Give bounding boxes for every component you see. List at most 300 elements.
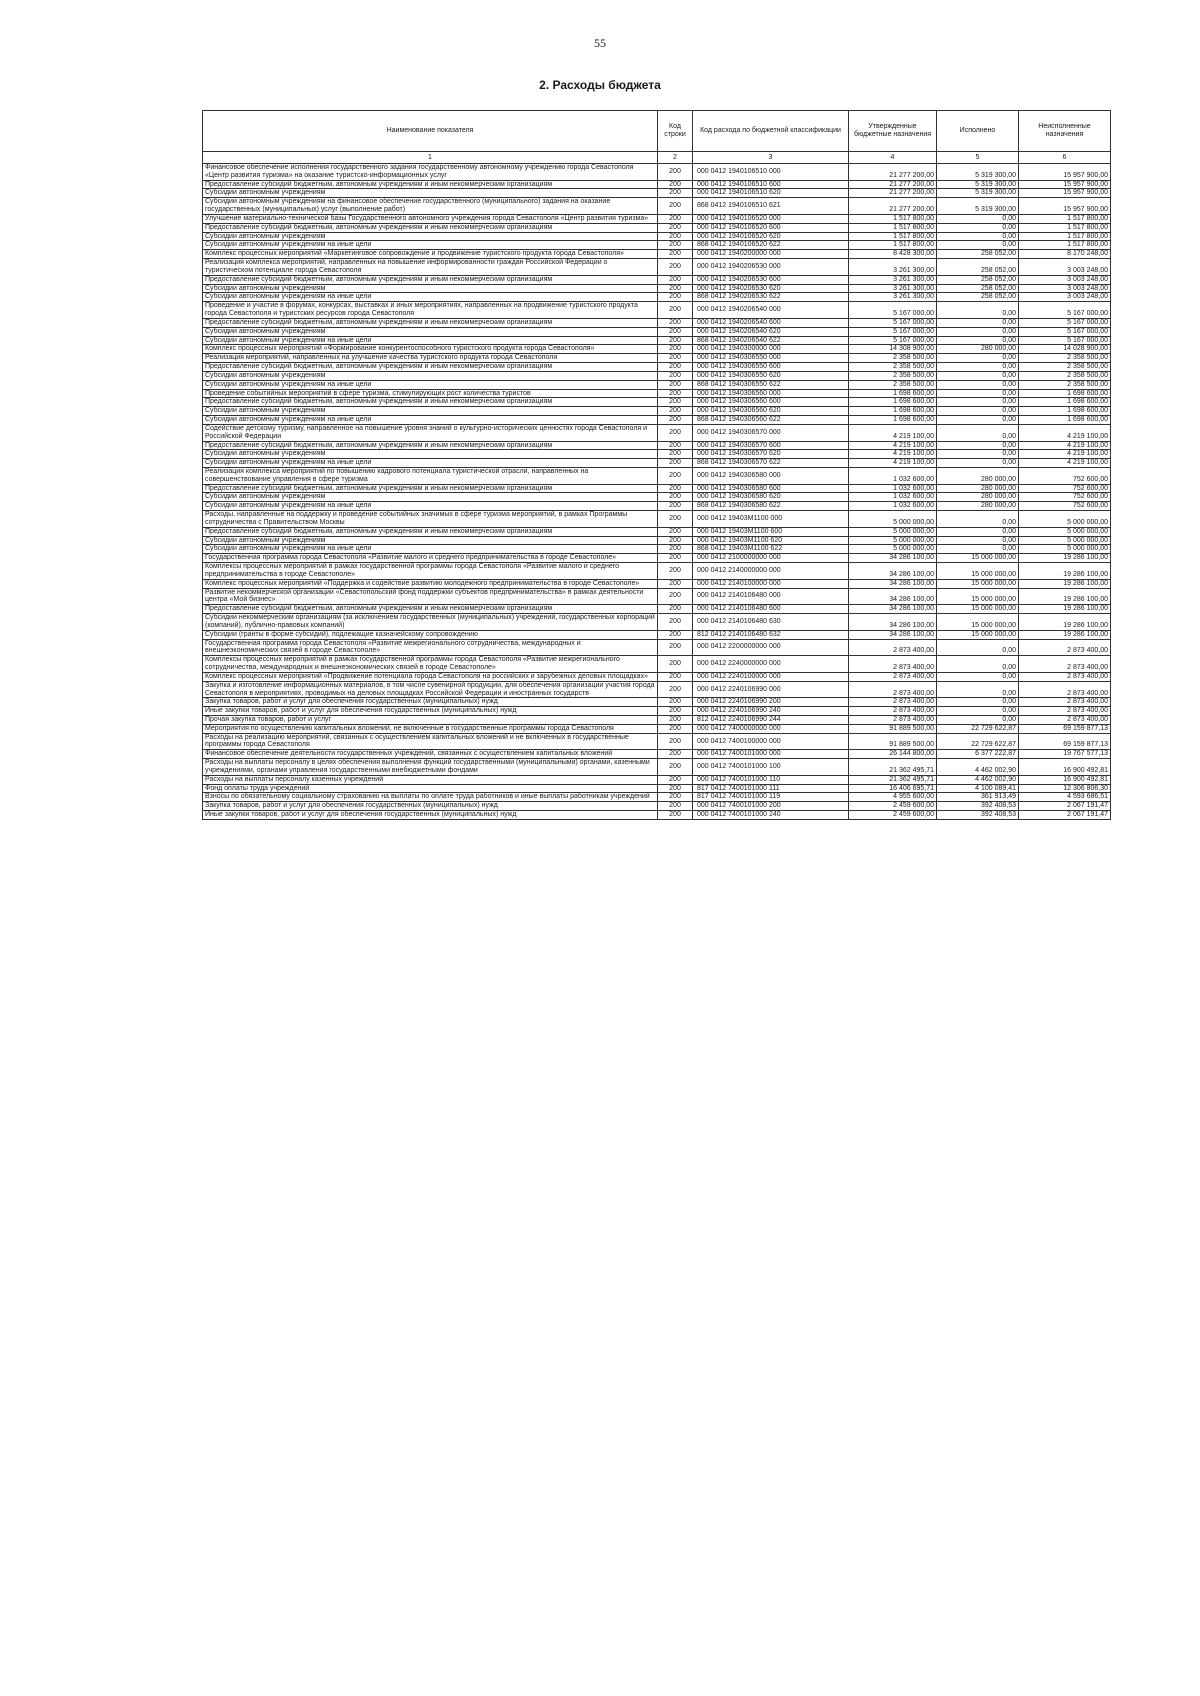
row-code: 200 [658,639,693,656]
header-executed: Исполнено [937,111,1019,152]
row-unexecuted: 1 517 800,00 [1019,241,1111,250]
row-executed: 5 319 300,00 [937,198,1019,215]
row-approved: 16 406 695,71 [849,784,937,793]
row-code: 200 [658,275,693,284]
row-unexecuted: 3 003 248,00 [1019,259,1111,276]
row-budget-code: 000 0412 2240106990 200 [693,698,849,707]
row-approved: 5 167 000,00 [849,302,937,319]
row-budget-code: 000 0412 2240100000 000 [693,672,849,681]
row-name: Улучшение материально-технической базы Государственного автономного учреждения города Севастополя «Центр развития туризма» [203,214,658,223]
row-unexecuted: 16 900 492,81 [1019,775,1111,784]
row-code: 200 [658,371,693,380]
table-row [203,467,1111,484]
row-code: 200 [658,164,693,181]
table-row [203,536,1111,545]
row-budget-code: 868 0412 1940306560 622 [693,416,849,425]
row-executed: 0,00 [937,407,1019,416]
row-name: Предоставление субсидий бюджетным, автономным учреждениям и иным некоммерческим организациям [203,363,658,372]
row-executed: 280 000,00 [937,502,1019,511]
row-unexecuted: 14 028 900,00 [1019,345,1111,354]
table-row [203,450,1111,459]
row-name: Комплексы процессных мероприятий в рамках государственной программы города Севастополя «Развитие межрегионального сотрудничества, международных и внешнеэкономических связей в городе Севастополе» [203,656,658,673]
table-row [203,327,1111,336]
row-unexecuted: 69 159 877,13 [1019,724,1111,733]
row-approved: 2 873 400,00 [849,672,937,681]
row-executed: 0,00 [937,223,1019,232]
row-executed: 0,00 [937,354,1019,363]
row-approved: 2 358 500,00 [849,363,937,372]
row-unexecuted: 1 698 600,00 [1019,389,1111,398]
row-unexecuted: 5 000 000,00 [1019,527,1111,536]
row-unexecuted: 2 358 500,00 [1019,363,1111,372]
row-executed: 258 052,00 [937,275,1019,284]
row-approved: 4 219 100,00 [849,450,937,459]
row-name: Субсидии автономным учреждениям [203,407,658,416]
row-approved: 2 873 400,00 [849,639,937,656]
header-unexecuted: Неисполненные назначения [1019,111,1111,152]
row-budget-code: 000 0412 1940306560 000 [693,389,849,398]
row-budget-code: 000 0412 1940206540 000 [693,302,849,319]
row-unexecuted: 1 698 600,00 [1019,416,1111,425]
row-budget-code: 000 0412 1940306570 620 [693,450,849,459]
row-budget-code: 000 0412 1940106520 000 [693,214,849,223]
row-name: Предоставление субсидий бюджетным, автономным учреждениям и иным некоммерческим организациям [203,441,658,450]
row-approved: 91 889 500,00 [849,724,937,733]
table-row [203,707,1111,716]
row-executed: 0,00 [937,363,1019,372]
row-name: Иные закупки товаров, работ и услуг для обеспечения государственных (муниципальных) нужд [203,811,658,820]
row-approved: 34 286 100,00 [849,605,937,614]
row-unexecuted: 3 003 248,00 [1019,275,1111,284]
row-unexecuted: 2 067 191,47 [1019,802,1111,811]
row-name: Проведение событийных мероприятий в сфере туризма, стимулирующих рост количества туристов [203,389,658,398]
row-name: Реализация комплекса мероприятий по повышению кадрового потенциала туристической отрасли, направленных на совершенствование управления в сфере туризма [203,467,658,484]
row-approved: 1 032 600,00 [849,467,937,484]
row-name: Субсидии автономным учреждениям на иные цели [203,380,658,389]
row-budget-code: 000 0412 1940106520 620 [693,232,849,241]
row-executed: 0,00 [937,398,1019,407]
row-name: Содействие детскому туризму, направленное на повышение уровня знаний о культурно-исторических ценностях города Севастополя и Российской Федерации [203,424,658,441]
table-row [203,302,1111,319]
row-approved: 1 698 600,00 [849,407,937,416]
table-row [203,371,1111,380]
row-executed: 15 000 000,00 [937,579,1019,588]
row-unexecuted: 5 167 000,00 [1019,318,1111,327]
table-row [203,563,1111,580]
row-code: 200 [658,493,693,502]
row-approved: 5 000 000,00 [849,511,937,528]
row-executed: 0,00 [937,639,1019,656]
table-row [203,259,1111,276]
row-unexecuted: 2 358 500,00 [1019,354,1111,363]
row-executed: 0,00 [937,441,1019,450]
row-code: 200 [658,536,693,545]
column-number: 4 [849,152,937,164]
row-name: Субсидии автономным учреждениям на иные цели [203,416,658,425]
table-row [203,811,1111,820]
row-unexecuted: 8 170 248,00 [1019,250,1111,259]
row-code: 200 [658,484,693,493]
row-budget-code: 000 0412 1940306550 600 [693,363,849,372]
row-approved: 2 358 500,00 [849,371,937,380]
row-approved: 1 698 600,00 [849,416,937,425]
row-name: Мероприятия по осуществлению капитальных вложений, не включенные в государственные программы города Севастополя [203,724,658,733]
row-name: Финансовое обеспечение деятельности государственных учреждений, связанных с осуществлением капитальных вложений [203,750,658,759]
row-executed: 22 729 622,87 [937,733,1019,750]
row-unexecuted: 2 358 500,00 [1019,371,1111,380]
row-budget-code: 000 0412 2240000000 000 [693,656,849,673]
row-budget-code: 000 0412 2100000000 000 [693,554,849,563]
row-approved: 5 167 000,00 [849,327,937,336]
row-name: Закупка товаров, работ и услуг для обеспечения государственных (муниципальных) нужд [203,802,658,811]
row-code: 200 [658,554,693,563]
row-code: 200 [658,250,693,259]
row-code: 200 [658,284,693,293]
row-code: 200 [658,407,693,416]
row-approved: 4 955 600,00 [849,793,937,802]
table-row [203,354,1111,363]
table-row [203,214,1111,223]
row-approved: 5 000 000,00 [849,536,937,545]
row-budget-code: 000 0412 19403М1100 620 [693,536,849,545]
row-approved: 4 219 100,00 [849,424,937,441]
row-unexecuted: 2 873 400,00 [1019,656,1111,673]
row-executed: 15 000 000,00 [937,554,1019,563]
row-code: 200 [658,733,693,750]
row-name: Расходы, направленные на поддержку и проведение событийных значимых в сфере туризма мероприятий, в рамках Программы сотрудничества с Правительством Москвы [203,511,658,528]
row-executed: 392 408,53 [937,811,1019,820]
row-budget-code: 868 0412 1940206530 622 [693,293,849,302]
row-name: Субсидии автономным учреждениям на иные цели [203,545,658,554]
row-name: Субсидии автономным учреждениям на иные цели [203,459,658,468]
row-executed: 0,00 [937,327,1019,336]
row-code: 200 [658,527,693,536]
row-budget-code: 868 0412 1940206540 622 [693,336,849,345]
row-unexecuted: 1 517 800,00 [1019,223,1111,232]
row-unexecuted: 752 600,00 [1019,484,1111,493]
row-approved: 1 517 800,00 [849,214,937,223]
row-budget-code: 000 0412 7400101000 110 [693,775,849,784]
row-name: Иные закупки товаров, работ и услуг для обеспечения государственных (муниципальных) нужд [203,707,658,716]
table-row [203,363,1111,372]
table-row [203,672,1111,681]
row-unexecuted: 15 957 900,00 [1019,180,1111,189]
table-row [203,284,1111,293]
row-unexecuted: 2 873 400,00 [1019,672,1111,681]
row-unexecuted: 19 767 577,13 [1019,750,1111,759]
row-code: 200 [658,327,693,336]
row-code: 200 [658,716,693,725]
row-unexecuted: 2 873 400,00 [1019,681,1111,698]
row-budget-code: 000 0412 7400101000 000 [693,750,849,759]
row-executed: 0,00 [937,716,1019,725]
row-code: 200 [658,398,693,407]
table-row [203,733,1111,750]
row-executed: 5 319 300,00 [937,189,1019,198]
column-number-row [203,152,1111,164]
row-code: 200 [658,302,693,319]
row-unexecuted: 19 286 100,00 [1019,588,1111,605]
row-budget-code: 000 0412 7400101000 100 [693,759,849,776]
row-unexecuted: 3 003 248,00 [1019,293,1111,302]
row-budget-code: 000 0412 1940206540 620 [693,327,849,336]
row-approved: 5 167 000,00 [849,336,937,345]
row-approved: 3 261 300,00 [849,259,937,276]
row-executed: 0,00 [937,545,1019,554]
row-approved: 1 517 800,00 [849,223,937,232]
row-budget-code: 000 0412 1940306570 600 [693,441,849,450]
row-approved: 21 277 200,00 [849,189,937,198]
row-budget-code: 817 0412 7400101000 111 [693,784,849,793]
row-executed: 0,00 [937,527,1019,536]
row-code: 200 [658,389,693,398]
row-approved: 34 286 100,00 [849,630,937,639]
row-code: 200 [658,614,693,631]
row-executed: 0,00 [937,389,1019,398]
row-name: Субсидии автономным учреждениям на иные цели [203,241,658,250]
row-name: Субсидии автономным учреждениям [203,493,658,502]
row-budget-code: 000 0412 1940206540 600 [693,318,849,327]
row-unexecuted: 4 593 686,51 [1019,793,1111,802]
row-unexecuted: 4 219 100,00 [1019,459,1111,468]
table-row [203,389,1111,398]
row-approved: 21 362 495,71 [849,775,937,784]
row-executed: 0,00 [937,672,1019,681]
table-row [203,698,1111,707]
row-name: Реализация мероприятий, направленных на улучшение качества туристского продукта города Севастополя [203,354,658,363]
row-approved: 2 873 400,00 [849,656,937,673]
row-executed: 0,00 [937,424,1019,441]
row-name: Государственная программа города Севастополя «Развитие малого и среднего предпринимательства в городе Севастополе» [203,554,658,563]
table-row [203,380,1111,389]
table-row [203,164,1111,181]
row-budget-code: 000 0412 19403М1100 600 [693,527,849,536]
table-row [203,793,1111,802]
table-row [203,189,1111,198]
row-budget-code: 812 0412 2140106480 632 [693,630,849,639]
row-code: 200 [658,784,693,793]
row-unexecuted: 2 873 400,00 [1019,707,1111,716]
row-unexecuted: 12 306 806,30 [1019,784,1111,793]
row-approved: 2 358 500,00 [849,354,937,363]
table-row [203,724,1111,733]
header-budget-code: Код расхода по бюджетной классификации [693,111,849,152]
row-executed: 0,00 [937,511,1019,528]
row-unexecuted: 5 000 000,00 [1019,545,1111,554]
row-code: 200 [658,293,693,302]
row-budget-code: 000 0412 7400000000 000 [693,724,849,733]
table-row [203,588,1111,605]
row-executed: 0,00 [937,232,1019,241]
row-name: Предоставление субсидий бюджетным, автономным учреждениям и иным некоммерческим организациям [203,398,658,407]
table-row [203,223,1111,232]
column-number: 3 [693,152,849,164]
table-row [203,484,1111,493]
row-approved: 4 219 100,00 [849,441,937,450]
row-name: Проведение и участие в форумах, конкурсах, выставках и иных мероприятиях, направленных на продвижение туристского продукта города Севастополя и туристских ресурсов города Севастополя [203,302,658,319]
expenses-table [202,110,1111,820]
row-budget-code: 812 0412 2240106990 244 [693,716,849,725]
table-row [203,232,1111,241]
row-unexecuted: 4 219 100,00 [1019,424,1111,441]
row-unexecuted: 2 873 400,00 [1019,716,1111,725]
row-code: 200 [658,724,693,733]
row-budget-code: 868 0412 1940106520 622 [693,241,849,250]
row-name: Субсидии автономным учреждениям на иные цели [203,293,658,302]
row-unexecuted: 19 286 100,00 [1019,605,1111,614]
row-approved: 21 362 495,71 [849,759,937,776]
row-unexecuted: 2 873 400,00 [1019,698,1111,707]
row-unexecuted: 16 900 492,81 [1019,759,1111,776]
row-budget-code: 000 0412 2140100000 000 [693,579,849,588]
row-executed: 0,00 [937,459,1019,468]
row-code: 200 [658,588,693,605]
row-budget-code: 000 0412 1940200000 000 [693,250,849,259]
row-name: Субсидии автономным учреждениям на иные цели [203,502,658,511]
row-code: 200 [658,545,693,554]
row-name: Субсидии (гранты в форме субсидий), подлежащие казначейскому сопровождению [203,630,658,639]
row-code: 200 [658,681,693,698]
row-name: Предоставление субсидий бюджетным, автономным учреждениям и иным некоммерческим организациям [203,318,658,327]
row-executed: 0,00 [937,707,1019,716]
row-code: 200 [658,579,693,588]
row-name: Комплекс процессных мероприятий «Продвижение потенциала города Севастополя на российских и зарубежных деловых площадках» [203,672,658,681]
row-code: 200 [658,502,693,511]
row-budget-code: 000 0412 2140106480 000 [693,588,849,605]
row-budget-code: 000 0412 2240106990 000 [693,681,849,698]
row-unexecuted: 4 219 100,00 [1019,441,1111,450]
row-approved: 8 428 300,00 [849,250,937,259]
table-row [203,502,1111,511]
row-name: Расходы на выплаты персоналу в целях обеспечения выполнения функций государственными (муниципальными) органами, казенными учреждениями, органами управления государственными внебюджетными фондами [203,759,658,776]
row-code: 200 [658,775,693,784]
row-code: 200 [658,630,693,639]
row-budget-code: 000 0412 2200000000 000 [693,639,849,656]
header-approved: Утвержденные бюджетные назначения [849,111,937,152]
row-executed: 0,00 [937,318,1019,327]
row-approved: 2 459 600,00 [849,802,937,811]
row-code: 200 [658,232,693,241]
row-approved: 1 517 800,00 [849,232,937,241]
row-executed: 0,00 [937,336,1019,345]
row-budget-code: 000 0412 1940106510 000 [693,164,849,181]
column-number: 1 [203,152,658,164]
row-budget-code: 000 0412 2140106480 630 [693,614,849,631]
row-executed: 15 000 000,00 [937,588,1019,605]
table-row [203,424,1111,441]
row-name: Предоставление субсидий бюджетным, автономным учреждениям и иным некоммерческим организациям [203,484,658,493]
section-title: 2. Расходы бюджета [539,78,661,92]
row-name: Расходы на выплаты персоналу казенных учреждений [203,775,658,784]
row-name: Субсидии автономным учреждениям на финансовое обеспечение государственного (муниципального) задания на оказание государственных (муниципальных) услуг (выполнение работ) [203,198,658,215]
row-executed: 0,00 [937,450,1019,459]
row-approved: 34 286 100,00 [849,614,937,631]
row-budget-code: 000 0412 7400101000 200 [693,802,849,811]
row-executed: 15 000 000,00 [937,614,1019,631]
row-name: Субсидии автономным учреждениям [203,450,658,459]
row-name: Субсидии автономным учреждениям на иные цели [203,336,658,345]
row-name: Субсидии некоммерческим организациям (за исключением государственных (муниципальных) учреждений, государственных корпораций (компаний), публично-правовых компаний) [203,614,658,631]
row-unexecuted: 5 167 000,00 [1019,302,1111,319]
row-executed: 280 000,00 [937,345,1019,354]
row-name: Предоставление субсидий бюджетным, автономным учреждениям и иным некоммерческим организациям [203,605,658,614]
row-budget-code: 000 0412 1940306560 600 [693,398,849,407]
table-row [203,407,1111,416]
row-budget-code: 000 0412 2140106480 600 [693,605,849,614]
row-budget-code: 868 0412 19403М1100 622 [693,545,849,554]
table-row [203,345,1111,354]
page-number: 55 [594,36,606,50]
row-unexecuted: 5 000 000,00 [1019,511,1111,528]
table-body [203,164,1111,820]
table-row [203,614,1111,631]
column-number: 2 [658,152,693,164]
row-name: Реализация комплекса мероприятий, направленных на повышение информированности граждан Российской Федерации о туристическом потенциале города Севастополя [203,259,658,276]
row-approved: 21 277 200,00 [849,198,937,215]
row-budget-code: 000 0412 1940306570 000 [693,424,849,441]
row-unexecuted: 2 358 500,00 [1019,380,1111,389]
row-executed: 392 408,53 [937,802,1019,811]
row-executed: 0,00 [937,698,1019,707]
row-name: Прочая закупка товаров, работ и услуг [203,716,658,725]
row-executed: 0,00 [937,656,1019,673]
table-row [203,759,1111,776]
row-executed: 22 729 622,87 [937,724,1019,733]
table-row [203,545,1111,554]
row-code: 200 [658,698,693,707]
row-unexecuted: 2 067 191,47 [1019,811,1111,820]
row-executed: 361 913,49 [937,793,1019,802]
row-unexecuted: 752 600,00 [1019,467,1111,484]
row-budget-code: 000 0412 2240106990 240 [693,707,849,716]
row-executed: 0,00 [937,536,1019,545]
row-approved: 5 000 000,00 [849,545,937,554]
table-row [203,336,1111,345]
row-name: Предоставление субсидий бюджетным, автономным учреждениям и иным некоммерческим организациям [203,223,658,232]
row-executed: 4 100 089,41 [937,784,1019,793]
row-name: Взносы по обязательному социальному страхованию на выплаты по оплате труда работников и иные выплаты работникам учреждений [203,793,658,802]
table-row [203,630,1111,639]
row-name: Субсидии автономным учреждениям [203,371,658,380]
row-executed: 0,00 [937,214,1019,223]
table-row [203,656,1111,673]
table-row [203,198,1111,215]
table-row [203,416,1111,425]
row-code: 200 [658,354,693,363]
row-approved: 21 277 200,00 [849,180,937,189]
row-budget-code: 000 0412 1940106510 620 [693,189,849,198]
row-approved: 34 286 100,00 [849,588,937,605]
row-executed: 0,00 [937,416,1019,425]
row-unexecuted: 19 286 100,00 [1019,579,1111,588]
row-executed: 258 052,00 [937,259,1019,276]
row-code: 200 [658,459,693,468]
table-header-row [203,111,1111,152]
row-approved: 1 517 800,00 [849,241,937,250]
row-approved: 3 261 300,00 [849,275,937,284]
row-code: 200 [658,467,693,484]
table-row [203,527,1111,536]
row-code: 200 [658,416,693,425]
table-row [203,241,1111,250]
row-name: Субсидии автономным учреждениям [203,327,658,336]
row-code: 200 [658,336,693,345]
row-unexecuted: 4 219 100,00 [1019,450,1111,459]
row-executed: 15 000 000,00 [937,605,1019,614]
row-executed: 0,00 [937,380,1019,389]
row-approved: 34 286 100,00 [849,563,937,580]
row-code: 200 [658,793,693,802]
